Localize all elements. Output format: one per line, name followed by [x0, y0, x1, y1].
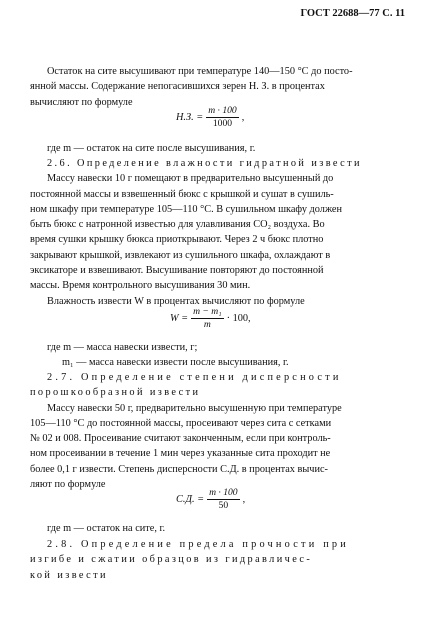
fraction-numerator: m − m₁	[193, 306, 222, 317]
formula-fraction	[191, 306, 223, 331]
section-title: порошкообразной извести	[30, 387, 201, 399]
formula-lhs: С.Д. =	[176, 494, 205, 505]
section-2-8	[30, 537, 402, 583]
text-line: постоянной массы и взвешенный бюкс с крышкой и сушат в сушиль-	[30, 188, 334, 200]
text-line: ном просеивании в течение 1 мин через указанные сита проходит не	[30, 448, 331, 460]
text-line: где m — остаток на сите после высушивания, г.	[47, 143, 256, 154]
text-line: Влажность извести W в процентах вычисляют по формуле	[47, 295, 305, 307]
fraction-denominator: m	[203, 319, 211, 330]
text-line: вычисляют по формуле	[30, 96, 133, 108]
formula-sd	[176, 487, 245, 512]
formula-hz	[176, 105, 244, 130]
formula-w	[170, 306, 251, 331]
formula-tail: ,	[241, 112, 245, 123]
paragraph-residue	[30, 64, 402, 110]
where-residue	[30, 141, 402, 156]
text-line: массы. Время контрольного высушивания 30 мин.	[30, 280, 251, 292]
section-title: кой извести	[30, 569, 108, 581]
text-line: m₁ — масса навески извести после высушивания, г.	[62, 357, 289, 369]
fraction-numerator: m · 100	[208, 105, 237, 116]
formula-lhs: W =	[170, 313, 189, 324]
section-2-6	[30, 156, 402, 309]
text-line: закрывают крышкой, извлекают из сушильного шкафа, охлаждают в	[30, 249, 331, 261]
formula-tail: ,	[242, 494, 246, 505]
where-sd	[30, 521, 402, 536]
text-line: более 0,1 г извести. Степень дисперсности С.Д. в процентах вычис-	[30, 463, 328, 475]
text-line: эксикаторе и взвешивают. Высушивание повторяют до постоянной	[30, 265, 324, 277]
text-line: Остаток на сите высушивают при температуре 140—150 °С до посто-	[47, 66, 353, 77]
fraction-denominator: 50	[218, 500, 229, 511]
section-title: 2.8. Определение предела прочности при	[47, 539, 349, 550]
text-line: ном шкафу при температуре 105—110 °С. В сушильном шкафу должен	[30, 203, 343, 215]
text-line: 105—110 °С до постоянной массы, просеивают через сита с сетками	[30, 417, 332, 429]
formula-fraction	[207, 487, 240, 512]
where-w	[30, 340, 402, 371]
section-title: 2.6. Определение влажности гидратной извести	[47, 158, 362, 169]
text-line: № 02 и 008. Просеивание считают законченным, если при контроль-	[30, 433, 331, 445]
text-line: Массу навески 50 г, предварительно высушенную при температуре	[47, 402, 342, 414]
section-title: изгибе и сжатии образцов из гидравличес-	[30, 554, 313, 566]
text-line: время сушки крышку бюкса приоткрывают. Через 2 ч бюкс плотно	[30, 234, 324, 246]
text-line: быть бюкс с натронной известью для улавливания CO₂ воздуха. Во	[30, 219, 325, 231]
section-title: 2.7. Определение степени дисперсности	[47, 372, 342, 383]
text-line: ляют по формуле	[30, 479, 106, 491]
section-2-7	[30, 370, 402, 492]
fraction-numerator: m · 100	[209, 487, 238, 498]
fraction-denominator: 1000	[212, 118, 233, 129]
text-line: янной массы. Содержание непогасившихся зерен Н. З. в процентах	[30, 81, 325, 93]
page-header: ГОСТ 22688—77 С. 11	[300, 8, 405, 19]
formula-lhs: Н.З. =	[176, 112, 204, 123]
formula-tail: · 100,	[226, 313, 251, 324]
text-line: где m — масса навески извести, г;	[47, 342, 198, 353]
formula-fraction	[206, 105, 239, 130]
text-line: где m — остаток на сите, г.	[47, 523, 166, 534]
text-line: Массу навески 10 г помещают в предварительно высушенный до	[47, 173, 334, 185]
